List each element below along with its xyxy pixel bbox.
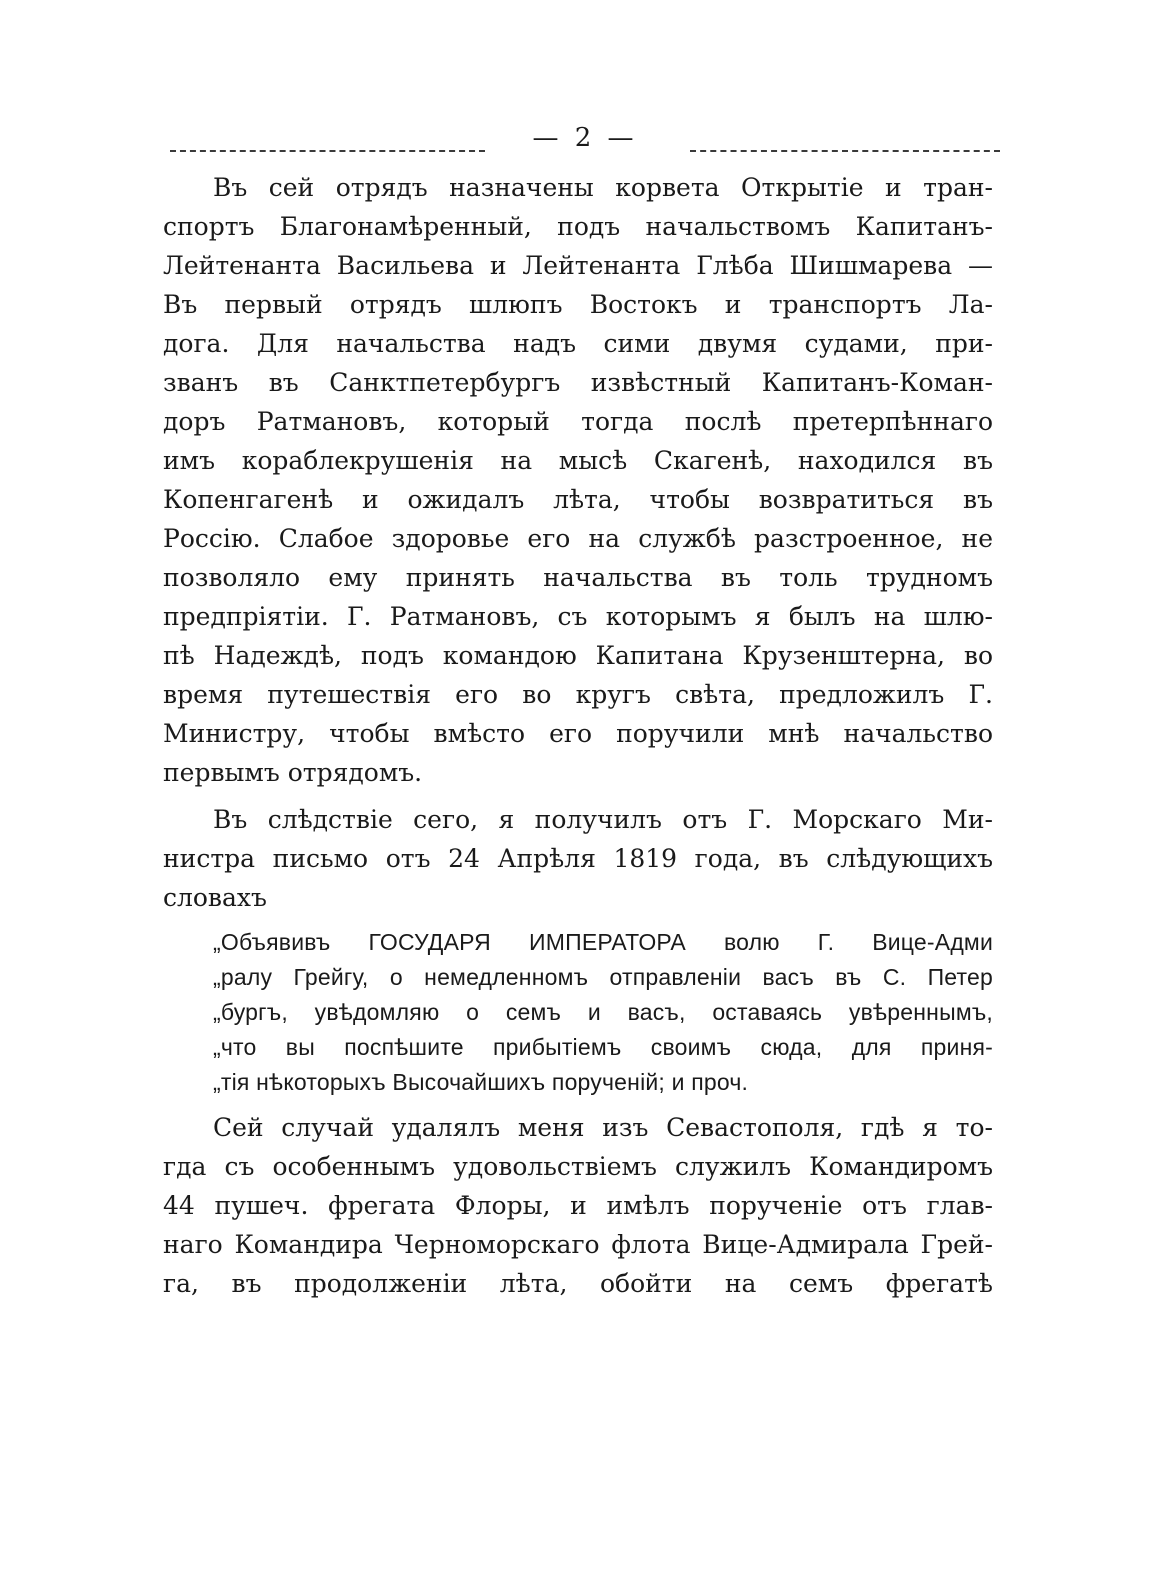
text-line: Въ сей отрядъ назначены корвета Открытіе и тран- [213,173,993,202]
text-line: званъ въ Санктпетербургъ извѣстный Капитанъ-Коман- [163,368,993,397]
text-line: 44 пушеч. фрегата Флоры, и имѣлъ порученіе отъ глав- [163,1191,993,1220]
text-line: Россію. Слабое здоровье его на службѣ разстроенное, не [163,524,993,553]
text-line: Копенгагенѣ и ожидалъ лѣта, чтобы возвратиться въ [163,485,993,514]
paragraph-1 [163,168,993,792]
text-line: дога. Для начальства надъ сими двумя судами, при- [163,329,993,358]
text-line: га, въ продолженіи лѣта, обойти на семъ фрегатѣ [163,1269,993,1298]
text-line: время путешествія его во кругъ свѣта, предложилъ Г. [163,680,993,709]
header-rule-right [690,150,1000,152]
text-line: нистра письмо отъ 24 Апрѣля 1819 года, въ слѣдующихъ [163,844,993,873]
letter-line: „тія нѣкоторыхъ Высочайшихъ порученій; и проч. [213,1069,749,1095]
text-line: спортъ Благонамѣренный, подъ начальствомъ Капитанъ- [163,212,993,241]
text-line: Въ первый отрядъ шлюпъ Востокъ и транспортъ Ла- [163,290,993,319]
text-line: наго Командира Черноморскаго флота Вице-Адмирала Грей- [163,1230,993,1259]
letter-line: „ралу Грейгу, о немедленномъ отправленіи васъ въ С. Петер [213,964,993,990]
text-line: пѣ Надеждѣ, подъ командою Капитана Крузенштерна, во [163,641,993,670]
text-line: словахъ [163,883,267,912]
text-line: гда съ особеннымъ удовольствіемъ служилъ Командиромъ [163,1152,993,1181]
letter-line: „Объявивъ ГОСУДАРЯ ИМПЕРАТОРА волю Г. Вице-Адми [213,929,993,955]
text-line: Министру, чтобы вмѣсто его поручили мнѣ начальство [163,719,993,748]
text-line: Въ слѣдствіе сего, я получилъ отъ Г. Морскаго Ми- [213,805,993,834]
page-number: — 2 — [532,123,638,153]
text-line: первымъ отрядомъ. [163,758,423,787]
text-line: имъ кораблекрушенія на мысѣ Скагенѣ, находился въ [163,446,993,475]
body-text [163,168,993,1311]
text-line: предпріятіи. Г. Ратмановъ, съ которымъ я былъ на шлю- [163,602,993,631]
text-line: Сей случай удалялъ меня изъ Севастополя, гдѣ я то- [213,1113,993,1142]
text-line: доръ Ратмановъ, который тогда послѣ претерпѣннаго [163,407,993,436]
letter-line: „что вы поспѣшите прибытіемъ своимъ сюда, для приня- [213,1034,993,1060]
page-header [170,118,1000,158]
letter-line: „бургъ, увѣдомляю о семъ и васъ, оставаясь увѣреннымъ, [213,999,993,1025]
paragraph-2 [163,800,993,917]
quoted-letter [163,925,993,1100]
text-line: Лейтенанта Васильева и Лейтенанта Глѣба Шишмарева — [163,251,993,280]
text-line: позволяло ему принять начальства въ толь трудномъ [163,563,993,592]
paragraph-3 [163,1108,993,1303]
